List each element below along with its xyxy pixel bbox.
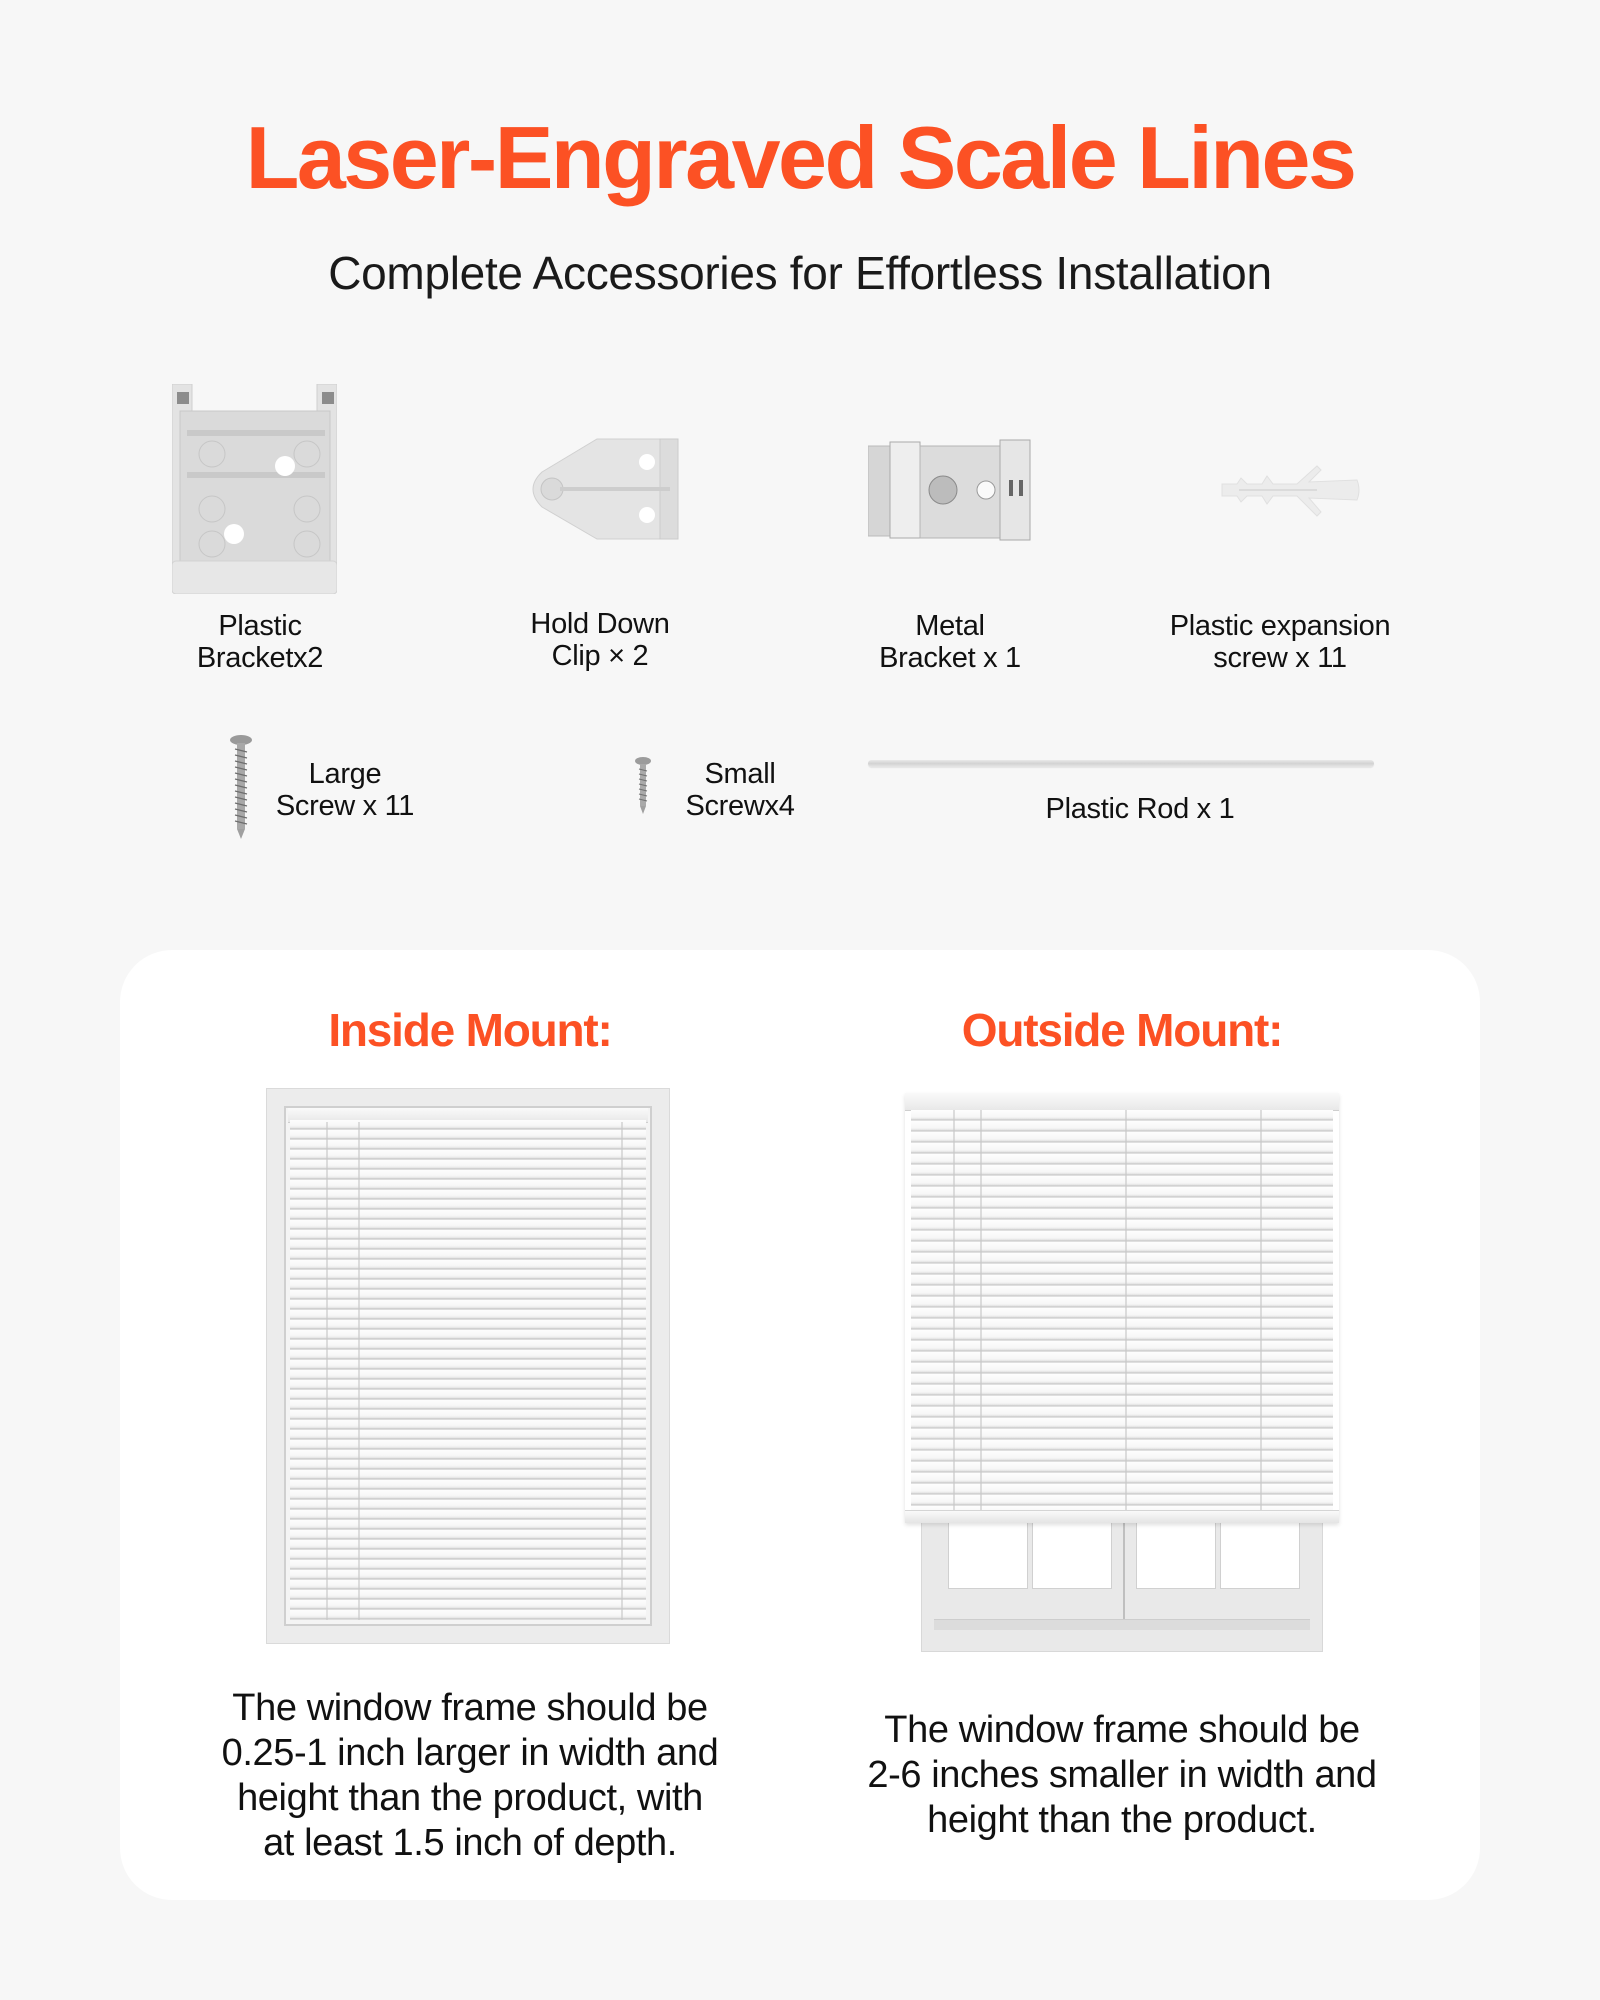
ladder-cord: [358, 1122, 360, 1620]
ladder-cord: [1125, 1110, 1127, 1511]
label-hold-down-clip: [495, 608, 705, 672]
label-line: Screw x 11: [275, 790, 415, 822]
blind-slats: [290, 1120, 646, 1620]
window-sill: [934, 1619, 1310, 1630]
outside-mount-blind-image: [905, 1093, 1339, 1523]
label-line: Plastic expansion: [1169, 610, 1391, 642]
label-small-screw: [665, 758, 815, 822]
label-expansion-screw: [1150, 610, 1410, 674]
page-subtitle: Complete Accessories for Effortless Installation: [328, 247, 1272, 299]
description-line: The window frame should be: [884, 1709, 1360, 1751]
plastic-bracket-icon: [172, 384, 337, 594]
expansion-screw-icon: [1217, 462, 1361, 518]
label-line: Bracketx2: [196, 642, 324, 674]
description-line: 2-6 inches smaller in width and: [867, 1754, 1377, 1796]
ladder-cord: [621, 1122, 623, 1620]
ladder-cord: [953, 1110, 955, 1511]
small-screw-icon: [634, 757, 652, 814]
inside-mount-description: [170, 1686, 770, 1866]
hold-down-clip-icon: [522, 437, 684, 541]
label-line: Plastic: [218, 610, 302, 642]
ladder-cord: [326, 1122, 328, 1620]
label-line: Large: [308, 758, 382, 790]
inside-mount-title: Inside Mount:: [328, 1004, 612, 1056]
label-line: Metal: [915, 610, 985, 642]
label-line: Plastic Rod x 1: [1045, 793, 1235, 825]
label-line: Hold Down: [530, 608, 670, 640]
page-title: Laser-Engraved Scale Lines: [245, 108, 1355, 207]
inside-mount-window-image: [266, 1088, 670, 1644]
headrail: [905, 1093, 1339, 1111]
metal-bracket-icon: [868, 438, 1033, 542]
ladder-cord: [980, 1110, 982, 1511]
ladder-cord: [1260, 1110, 1262, 1511]
outside-mount-description: [822, 1708, 1422, 1843]
description-line: at least 1.5 inch of depth.: [263, 1822, 677, 1864]
label-line: screw x 11: [1213, 642, 1347, 674]
outside-mount-title: Outside Mount:: [961, 1004, 1283, 1056]
label-line: Screwx4: [685, 790, 795, 822]
description-line: The window frame should be: [232, 1687, 708, 1729]
description-line: 0.25-1 inch larger in width and: [221, 1732, 719, 1774]
plastic-rod-icon: [868, 760, 1374, 767]
label-large-screw: [270, 758, 420, 822]
window-recess: [284, 1106, 652, 1626]
label-plastic-bracket: [160, 610, 360, 674]
label-line: Small: [704, 758, 776, 790]
label-plastic-rod: [990, 793, 1290, 825]
label-line: Bracket x 1: [879, 642, 1021, 674]
bottom-rail: [905, 1510, 1339, 1523]
description-line: height than the product.: [927, 1799, 1317, 1841]
description-line: height than the product, with: [237, 1777, 703, 1819]
blind-slats: [911, 1110, 1333, 1523]
large-screw-icon: [228, 735, 254, 839]
label-metal-bracket: [845, 610, 1055, 674]
label-line: Clip × 2: [551, 640, 649, 672]
